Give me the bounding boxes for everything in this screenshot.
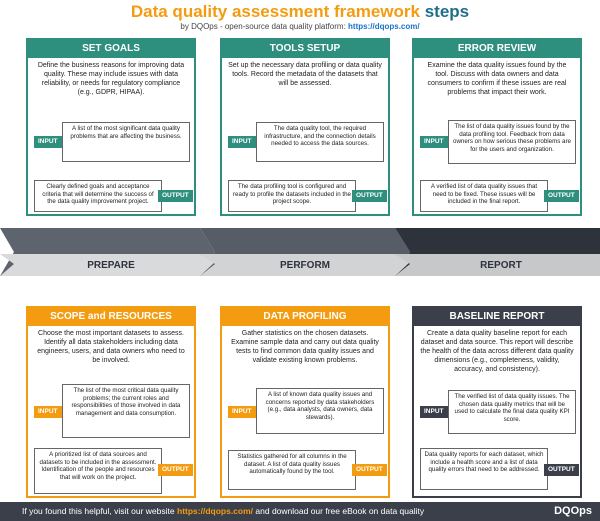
output-tag: OUTPUT [544, 464, 579, 476]
title-steps: steps [424, 2, 470, 21]
input-tag: INPUT [420, 406, 448, 418]
output-box: Statistics gathered for all columns in the dataset. A list of data quality issues automatically found by the tool. [228, 450, 356, 490]
phase-label-report: REPORT [480, 260, 522, 271]
brand-logo: DQOps [554, 505, 592, 517]
input-tag: INPUT [34, 136, 62, 148]
card-tools-setup [220, 38, 390, 216]
input-tag: INPUT [420, 136, 448, 148]
card-description: Gather statistics on the chosen datasets. Examine sample data and carry out data quality tests to find common data quality issues and validate existing known problems. [231, 330, 379, 364]
input-tag: INPUT [34, 406, 62, 418]
input-tag: INPUT [228, 136, 256, 148]
card-description: Create a data quality baseline report for each dataset and data source. This report will describe the health of the data across different data quality dimensions (e.g., completeness, validity, accuracy, and consistency). [420, 330, 574, 373]
card-title: BASELINE REPORT [414, 308, 580, 326]
footer-link[interactable]: https://dqops.com/ [177, 506, 254, 516]
input-box: A list of known data quality issues and concerns reported by data stakeholders (e.g., data analysts, data owners, data stewards). [256, 388, 384, 434]
card-description: Examine the data quality issues found by the tool. Discuss with data owners and data consumers to confirm if these issues are real problems that impact their work. [427, 62, 567, 96]
output-tag: OUTPUT [158, 190, 193, 202]
card-set-goals [26, 38, 196, 216]
card-baseline-report [412, 306, 582, 498]
page-subtitle [0, 22, 600, 32]
phase-label-perform: PERFORM [280, 260, 330, 271]
card-description: Set up the necessary data profiling or data quality tools. Record the metadata of the datasets that will be assessed. [228, 62, 382, 87]
output-box: Data quality reports for each dataset, which include a health score and a list of data quality errors that need to be addressed. [420, 448, 548, 490]
card-title: DATA PROFILING [222, 308, 388, 326]
page-header [0, 0, 600, 34]
subtitle-text: by DQOps - open-source data quality platform: [180, 22, 346, 31]
input-box: A list of the most significant data quality problems that are affecting the business. [62, 122, 190, 162]
output-tag: OUTPUT [158, 464, 193, 476]
input-box: The data quality tool, the required infrastructure, and the connection details needed to access the data sources. [256, 122, 384, 162]
card-title: SCOPE and RESOURCES [28, 308, 194, 326]
input-box: The list of data quality issues found by the data profiling tool. Feedback from data owners on how serious these problems are for the users and organization. [448, 120, 576, 164]
phase-label-prepare: PREPARE [87, 260, 135, 271]
card-error-review [412, 38, 582, 216]
output-box: A prioritized list of data sources and datasets to be included in the assessment. Identification of the people and resources that will work on the project. [34, 448, 162, 494]
footer-text-prefix: If you found this helpful, visit our website [22, 506, 175, 516]
output-tag: OUTPUT [352, 190, 387, 202]
input-box: The verified list of data quality issues. The chosen data quality metrics that will be used to calculate the final data quality KPI score. [448, 390, 576, 434]
page-footer [0, 502, 600, 521]
card-title: TOOLS SETUP [222, 40, 388, 58]
output-box: The data profiling tool is configured and ready to profile the datasets included in the project scope. [228, 180, 356, 212]
card-title: ERROR REVIEW [414, 40, 580, 58]
footer-text-suffix: and download our free eBook on data quality [255, 506, 425, 516]
phase-arrow-bar [0, 224, 600, 280]
output-tag: OUTPUT [544, 190, 579, 202]
output-box: A verified list of data quality issues that need to be fixed. These issues will be included in the final report. [420, 180, 548, 212]
card-description: Choose the most important datasets to assess. Identify all data stakeholders including data engineers, users, and data owners who need to be involved. [37, 330, 185, 364]
subtitle-link[interactable]: https://dqops.com/ [348, 22, 420, 31]
title-main: Data quality assessment framework [130, 2, 420, 21]
card-description: Define the business reasons for improving data quality. These may include issues with data reliability, or needs for regulatory compliance (e.g., GDPR, HIPAA). [37, 62, 185, 96]
input-box: The list of the most critical data quality problems; the current roles and responsibilities of those involved in data management and data consumption. [62, 384, 190, 438]
card-scope-resources [26, 306, 196, 498]
card-title: SET GOALS [28, 40, 194, 58]
output-box: Clearly defined goals and acceptance criteria that will determine the success of the data quality improvement project. [34, 180, 162, 212]
input-tag: INPUT [228, 406, 256, 418]
output-tag: OUTPUT [352, 464, 387, 476]
card-data-profiling [220, 306, 390, 498]
page-title [0, 0, 600, 22]
